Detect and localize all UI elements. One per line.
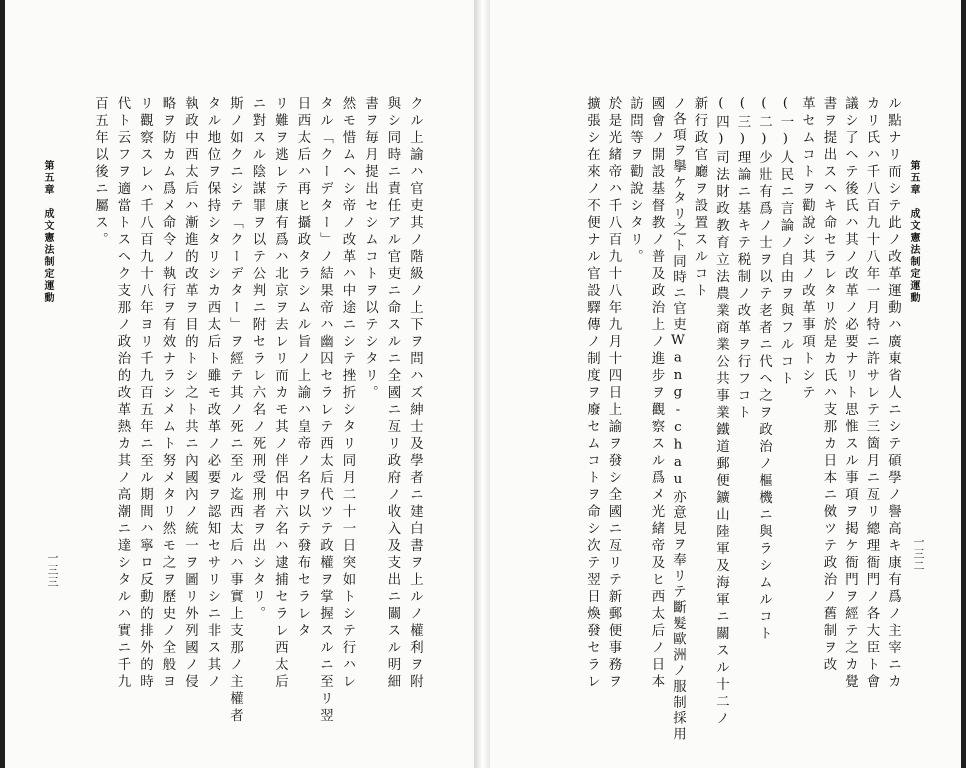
- text-column: (四)司法財政教育立法農業商業公共事業鐵道郵便鑛山陸軍及海軍ニ關スル十二ノ: [713, 96, 729, 729]
- text-column: タル地位ヲ保持シタリシカ西太后ト雖モ改革ノ必要ヲ認知セサリシニ非ス其ノ: [204, 96, 220, 691]
- text-column: 與シ同時ニ責任アル官吏ニ命スルニ全國ニ亙リ政府ノ收入及支出ニ關スル明細: [384, 96, 400, 691]
- text-column: 新行政官廳ヲ設置スルコト: [691, 96, 707, 300]
- text-column: ニ對スル陰謀罪ヲ以テ公判ニ附セラレ六名ノ死刑受刑者ヲ出シタリ。: [249, 96, 265, 623]
- text-column: 略ヲ防カム爲メ命令ノ執行ヲ有效ナラシメムト努メタリ然モ之ヲ歷史ノ全般ヨ: [159, 96, 175, 691]
- right-page-number: 一三二: [912, 536, 925, 572]
- text-column: クル上諭ハ官吏其ノ階級ノ上下ヲ問ハズ紳士及學者ニ建白書ヲ上ルノ權利ヲ附: [407, 96, 423, 691]
- text-column: 代ト云フヲ適當トスヘク支那ノ政治的改革熱カ其ノ高潮ニ達シタルハ實ニ千九: [114, 96, 130, 691]
- text-column: 議シ了ヘテ後氏ハ其ノ改革ノ必要ナリト思惟スル事項ヲ掲ケ衙門ヲ經テ之カ覺: [842, 96, 858, 691]
- left-running-head: 第五章 成文憲法制定運動: [42, 160, 53, 304]
- text-column: ノ各項ヲ擧ケタリ之ト同時ニ官吏Wang-chau亦意見ヲ奉リテ斷髮歐洲ノ服制採用: [670, 96, 686, 743]
- text-column: 書ヲ提出スヘキ命セラレタリ於是カ氏ハ支那カ日本ニ傚ツテ政治ノ舊制ヲ改: [820, 96, 836, 674]
- text-column: 於是光緒帝ハ千八百九十八年九月十四日上諭ヲ發シ全國ニ亙リテ新郵便事務ヲ: [605, 96, 621, 691]
- text-column: 百五年以後ニ屬ス。: [92, 96, 108, 249]
- text-column: 執政中西太后ハ漸進的改革ヲ目的トシ之ト共ニ內國內ノ統一ヲ圖リ外列國ノ侵: [182, 96, 198, 691]
- right-page: [490, 0, 966, 768]
- text-column: 然モ惜ムヘシ帝ノ改革ハ中途ニシテ挫折シタリ同月二十一日突如トシテ行ハレ: [339, 96, 355, 691]
- text-column: 擴張シ在來ノ不便ナル官設驛傳ノ制度ヲ廢セムコトヲ命シ次テ翌日煥發セラレ: [584, 96, 600, 691]
- text-column: ル點ナリ而シテ此ノ改革運動ハ廣東省人ニシテ碩學ノ譽高キ康有爲ノ主宰ニカ: [885, 96, 901, 691]
- text-column: リ難ヲ逃レテ康有爲ハ北京ヲ去レリ而カモ其ノ伴侶中六名ハ逮捕セラレ西太后: [272, 96, 288, 691]
- page-edge-shadow: [961, 0, 966, 768]
- left-page-number: 一三三: [46, 552, 59, 588]
- text-column: (三)理論ニ基キテ税制ノ改革ヲ行フコト: [734, 96, 750, 423]
- book-gutter: [474, 0, 490, 768]
- text-column: (二)少壯有爲ノ士ヲ以テ老者ニ代ヘ之ヲ政治ノ樞機ニ與ラシムルコト: [756, 96, 772, 644]
- text-column: 書ヲ毎月提出セシムコトヲ以テシタリ。: [362, 96, 378, 402]
- text-column: 革セムコトヲ勸說シ其ノ改革事項トシテ: [799, 96, 815, 402]
- text-column: 訪問等ヲ勸說シタリ。: [627, 96, 643, 266]
- text-column: 國會ノ開設基督教ノ普及政治上ノ進步ヲ觀察スル爲メ光緒帝及ヒ西太后ノ日本: [648, 96, 664, 691]
- text-column: リ觀察スレハ千八百九十八年ヨリ千九百五年ニ至ル期間ハ寧ロ反動的排外的時: [137, 96, 153, 691]
- right-running-head: 第五章 成文憲法制定運動: [908, 160, 919, 304]
- text-column: 斯ノ如クニシテ「クーデター」ヲ經テ其ノ死ニ至ル迄西太后ハ事實上支那ノ主權者: [227, 96, 243, 725]
- page-edge-shadow: [0, 0, 5, 768]
- text-column: 日西太后ハ再ヒ攝政タラシムル旨ノ上諭ハ皇帝ノ名ヲ以テ發布セラレタ: [294, 96, 310, 640]
- text-column: カリ氏ハ千八百九十八年一月特ニ許サレテ三箇月ニ亙リ總理衙門ノ各大臣ト會: [863, 96, 879, 691]
- text-column: タル「クーデター」ノ結果帝ハ幽囚セラレテ西太后代ツテ政權ヲ掌握スルニ至リ翌: [317, 96, 333, 725]
- text-column: (一)人民ニ言論ノ自由ヲ與フルコト: [777, 96, 793, 389]
- left-page: [0, 0, 474, 768]
